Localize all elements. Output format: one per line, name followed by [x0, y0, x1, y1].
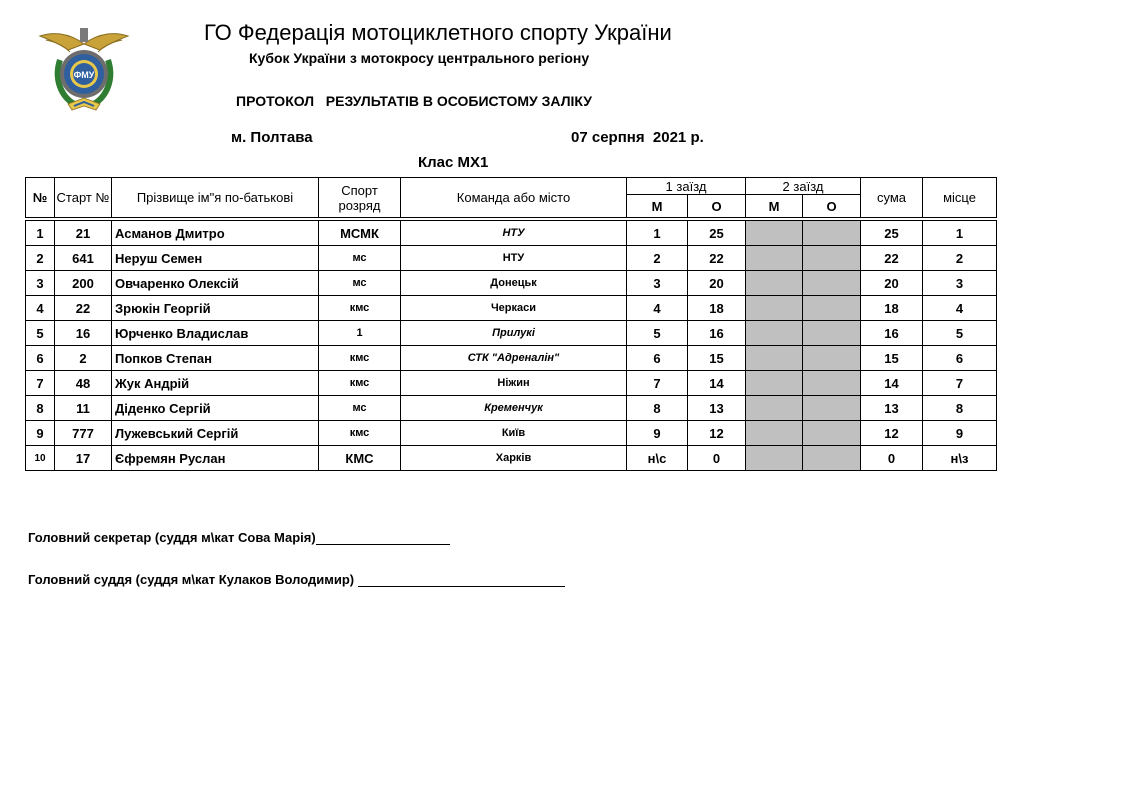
cell-m2-empty — [746, 371, 803, 396]
cell-rank: мс — [319, 396, 401, 421]
cell-team: СТК "Адреналін" — [401, 346, 627, 371]
cell-o2-empty — [803, 346, 861, 371]
cell-place: н\з — [923, 446, 997, 471]
cell-rank: КМС — [319, 446, 401, 471]
cell-start: 16 — [55, 321, 112, 346]
judge-signature-line — [358, 572, 565, 587]
cell-team: НТУ — [401, 246, 627, 271]
cell-place: 4 — [923, 296, 997, 321]
cell-team: Кременчук — [401, 396, 627, 421]
cell-team: Ніжин — [401, 371, 627, 396]
cell-sum: 16 — [861, 321, 923, 346]
cell-o2-empty — [803, 371, 861, 396]
cell-team: Черкаси — [401, 296, 627, 321]
cell-rank: 1 — [319, 321, 401, 346]
cell-team: Харків — [401, 446, 627, 471]
cell-sum: 20 — [861, 271, 923, 296]
cell-rank: кмс — [319, 296, 401, 321]
cell-sum: 0 — [861, 446, 923, 471]
secretary-label: Головний секретар (суддя м\кат Сова Марія) — [28, 530, 316, 545]
cell-no: 9 — [26, 421, 55, 446]
cell-place: 2 — [923, 246, 997, 271]
cell-no: 4 — [26, 296, 55, 321]
cell-m1: 9 — [627, 421, 688, 446]
cell-start: 200 — [55, 271, 112, 296]
header-o1: О — [688, 195, 746, 218]
judge-signature — [28, 572, 565, 587]
secretary-signature — [28, 530, 450, 545]
cell-start: 48 — [55, 371, 112, 396]
cell-o1: 12 — [688, 421, 746, 446]
cell-start: 21 — [55, 221, 112, 246]
header-m1: М — [627, 195, 688, 218]
cell-place: 6 — [923, 346, 997, 371]
protocol-title: ПРОТОКОЛ РЕЗУЛЬТАТІВ В ОСОБИСТОМУ ЗАЛІКУ — [236, 93, 593, 109]
cell-name: Жук Андрій — [112, 371, 319, 396]
cell-start: 22 — [55, 296, 112, 321]
federation-title: ГО Федерація мотоциклетного спорту України — [204, 20, 672, 45]
cell-team: Київ — [401, 421, 627, 446]
cell-m2-empty — [746, 421, 803, 446]
cell-m2-empty — [746, 396, 803, 421]
cell-sum: 22 — [861, 246, 923, 271]
cell-no: 1 — [26, 221, 55, 246]
cell-o2-empty — [803, 446, 861, 471]
cell-sum: 18 — [861, 296, 923, 321]
header-start: Старт № — [55, 178, 112, 218]
cell-start: 17 — [55, 446, 112, 471]
cell-o2-empty — [803, 421, 861, 446]
cell-place: 9 — [923, 421, 997, 446]
cell-start: 2 — [55, 346, 112, 371]
cell-rank: МСМК — [319, 221, 401, 246]
cell-o2-empty — [803, 321, 861, 346]
table-row — [26, 346, 997, 371]
cell-name: Лужевський Сергій — [112, 421, 319, 446]
header-race1: 1 заїзд — [627, 178, 746, 195]
cell-m1: 4 — [627, 296, 688, 321]
cell-o1: 22 — [688, 246, 746, 271]
cell-rank: кмс — [319, 421, 401, 446]
cell-o1: 13 — [688, 396, 746, 421]
svg-text:ФМУ: ФМУ — [73, 70, 95, 80]
cell-no: 7 — [26, 371, 55, 396]
cell-start: 11 — [55, 396, 112, 421]
cell-place: 5 — [923, 321, 997, 346]
cell-o1: 18 — [688, 296, 746, 321]
cell-m2-empty — [746, 271, 803, 296]
cell-name: Юрченко Владислав — [112, 321, 319, 346]
cell-sum: 15 — [861, 346, 923, 371]
table-row — [26, 371, 997, 396]
cell-start: 777 — [55, 421, 112, 446]
cell-team: НТУ — [401, 221, 627, 246]
cell-o2-empty — [803, 221, 861, 246]
cell-no: 10 — [26, 446, 55, 471]
cell-m1: 3 — [627, 271, 688, 296]
table-row — [26, 221, 997, 246]
event-date: 07 серпня 2021 р. — [571, 129, 704, 146]
table-row — [26, 296, 997, 321]
cell-m2-empty — [746, 321, 803, 346]
header-m2: М — [746, 195, 803, 218]
header-race2: 2 заїзд — [746, 178, 861, 195]
cell-m1: 5 — [627, 321, 688, 346]
table-row — [26, 271, 997, 296]
cell-rank: мс — [319, 271, 401, 296]
cell-m1: 2 — [627, 246, 688, 271]
cell-o1: 20 — [688, 271, 746, 296]
cell-o2-empty — [803, 396, 861, 421]
event-city: м. Полтава — [231, 129, 313, 146]
cell-m2-empty — [746, 446, 803, 471]
header-o2: О — [803, 195, 861, 218]
cell-place: 8 — [923, 396, 997, 421]
table-row — [26, 446, 997, 471]
cell-o1: 14 — [688, 371, 746, 396]
cell-o1: 15 — [688, 346, 746, 371]
cell-o1: 0 — [688, 446, 746, 471]
cup-title: Кубок України з мотокросу центрального регіону — [249, 50, 590, 66]
table-header-row — [26, 178, 997, 195]
cell-sum: 13 — [861, 396, 923, 421]
cell-name: Єфремян Руслан — [112, 446, 319, 471]
cell-m1: 6 — [627, 346, 688, 371]
header-place: місце — [923, 178, 997, 218]
cell-name: Попков Степан — [112, 346, 319, 371]
table-row — [26, 396, 997, 421]
header-no: № — [26, 178, 55, 218]
class-label: Клас МХ1 — [418, 154, 489, 171]
cell-m1: н\с — [627, 446, 688, 471]
cell-no: 8 — [26, 396, 55, 421]
cell-name: Діденко Сергій — [112, 396, 319, 421]
cell-m1: 8 — [627, 396, 688, 421]
cell-sum: 25 — [861, 221, 923, 246]
cell-name: Овчаренко Олексій — [112, 271, 319, 296]
cell-m1: 1 — [627, 221, 688, 246]
cell-place: 1 — [923, 221, 997, 246]
cell-name: Зрюкін Георгій — [112, 296, 319, 321]
cell-name: Неруш Семен — [112, 246, 319, 271]
cell-m1: 7 — [627, 371, 688, 396]
cell-rank: кмс — [319, 346, 401, 371]
header-team: Команда або місто — [401, 178, 627, 218]
cell-team: Донецьк — [401, 271, 627, 296]
cell-no: 3 — [26, 271, 55, 296]
cell-start: 641 — [55, 246, 112, 271]
cell-o2-empty — [803, 271, 861, 296]
cell-m2-empty — [746, 346, 803, 371]
cell-o2-empty — [803, 246, 861, 271]
cell-place: 7 — [923, 371, 997, 396]
cell-o1: 25 — [688, 221, 746, 246]
cell-m2-empty — [746, 246, 803, 271]
cell-name: Асманов Дмитро — [112, 221, 319, 246]
header-name: Прізвище ім"я по-батькові — [112, 178, 319, 218]
cell-sum: 12 — [861, 421, 923, 446]
cell-m2-empty — [746, 221, 803, 246]
header-rank: Спорт розряд — [319, 178, 401, 218]
cell-o2-empty — [803, 296, 861, 321]
table-row — [26, 321, 997, 346]
federation-emblem-icon — [38, 22, 130, 112]
cell-rank: кмс — [319, 371, 401, 396]
cell-team: Прилукі — [401, 321, 627, 346]
results-table — [25, 177, 997, 471]
table-row — [26, 246, 997, 271]
cell-sum: 14 — [861, 371, 923, 396]
cell-rank: мс — [319, 246, 401, 271]
cell-place: 3 — [923, 271, 997, 296]
cell-m2-empty — [746, 296, 803, 321]
cell-no: 5 — [26, 321, 55, 346]
cell-no: 2 — [26, 246, 55, 271]
cell-no: 6 — [26, 346, 55, 371]
cell-o1: 16 — [688, 321, 746, 346]
judge-label: Головний суддя (суддя м\кат Кулаков Володимир) — [28, 572, 355, 587]
header-sum: сума — [861, 178, 923, 218]
secretary-signature-line — [316, 530, 450, 545]
table-row — [26, 421, 997, 446]
